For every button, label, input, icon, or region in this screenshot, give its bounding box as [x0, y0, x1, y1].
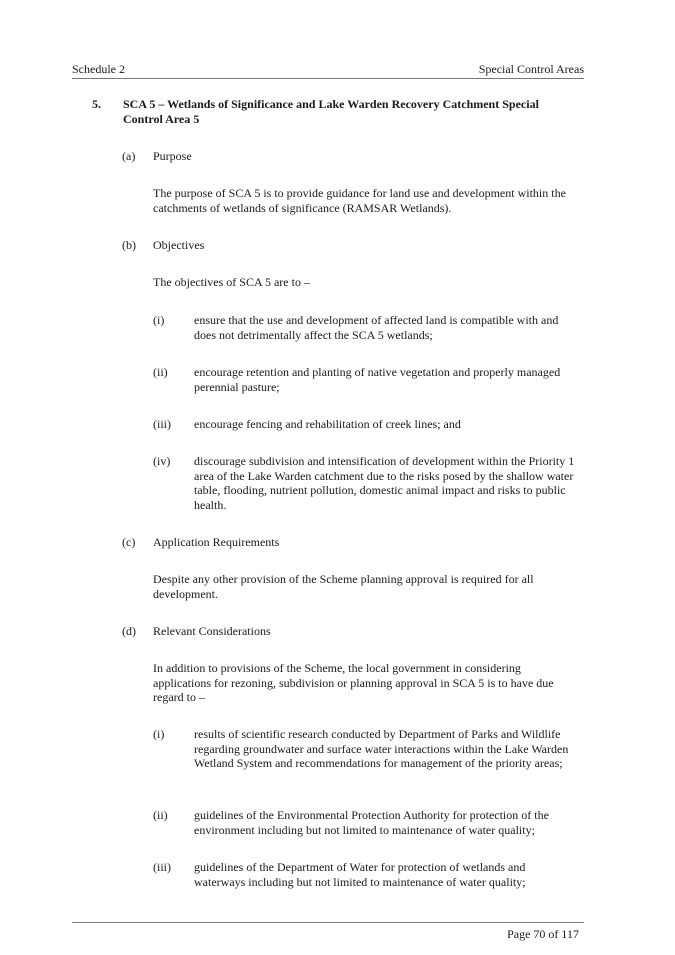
subsection-label-b: (b) [122, 238, 136, 252]
consideration-text: guidelines of the Department of Water for protection of wetlands and waterways including but not limited to maintenance of water quality; [194, 860, 526, 889]
consideration-text: results of scientific research conducted by Department of Parks and Wildlife regarding groundwater and surface water interactions within the Lake Warden Wetland System and recommendations for management of the priority areas; [194, 727, 569, 771]
considerations-intro: In addition to provisions of the Scheme, the local government in considering applications for rezoning, subdivision or planning approval in SCA 5 is to have due regard to – [153, 661, 554, 705]
objective-text: encourage fencing and rehabilitation of creek lines; and [194, 417, 461, 431]
header-schedule: Schedule 2 [72, 62, 125, 76]
objective-text: encourage retention and planting of native vegetation and properly managed perennial pasture; [194, 365, 561, 394]
page-number: Page 70 of 117 [507, 927, 579, 941]
consideration-label: (i) [153, 727, 165, 741]
consideration-text: guidelines of the Environmental Protection Authority for protection of the environment including but not limited to maintenance of water quality; [194, 808, 549, 837]
subsection-label-d: (d) [122, 624, 136, 638]
section-title: SCA 5 – Wetlands of Significance and Lake Warden Recovery Catchment Special Control Area 5 [123, 97, 539, 126]
subsection-label-c: (c) [122, 535, 136, 549]
objective-label: (ii) [153, 365, 168, 379]
header-rule [72, 78, 584, 79]
subsection-heading-purpose: Purpose [153, 149, 192, 163]
application-paragraph: Despite any other provision of the Scheme planning approval is required for all development. [153, 572, 534, 601]
objective-label: (iv) [153, 454, 171, 468]
objective-text: ensure that the use and development of affected land is compatible with and does not detrimentally affect the SCA 5 wetlands; [194, 313, 559, 342]
subsection-heading-considerations: Relevant Considerations [153, 624, 271, 638]
subsection-label-a: (a) [122, 149, 136, 163]
consideration-label: (iii) [153, 860, 171, 874]
purpose-paragraph: The purpose of SCA 5 is to provide guidance for land use and development within the catchments of wetlands of significance (RAMSAR Wetlands). [153, 186, 566, 215]
objective-text: discourage subdivision and intensification of development within the Priority 1 area of the Lake Warden catchment due to the risks posed by the shallow water table, flooding, nutrient pollution, domestic animal impact and risks to public health. [194, 454, 575, 512]
objective-label: (iii) [153, 417, 171, 431]
objectives-intro: The objectives of SCA 5 are to – [153, 275, 310, 289]
consideration-label: (ii) [153, 808, 168, 822]
section-number: 5. [92, 97, 101, 111]
subsection-heading-objectives: Objectives [153, 238, 205, 252]
subsection-heading-application: Application Requirements [153, 535, 280, 549]
header-title: Special Control Areas [478, 62, 584, 76]
footer-rule [72, 922, 584, 923]
objective-label: (i) [153, 313, 165, 327]
